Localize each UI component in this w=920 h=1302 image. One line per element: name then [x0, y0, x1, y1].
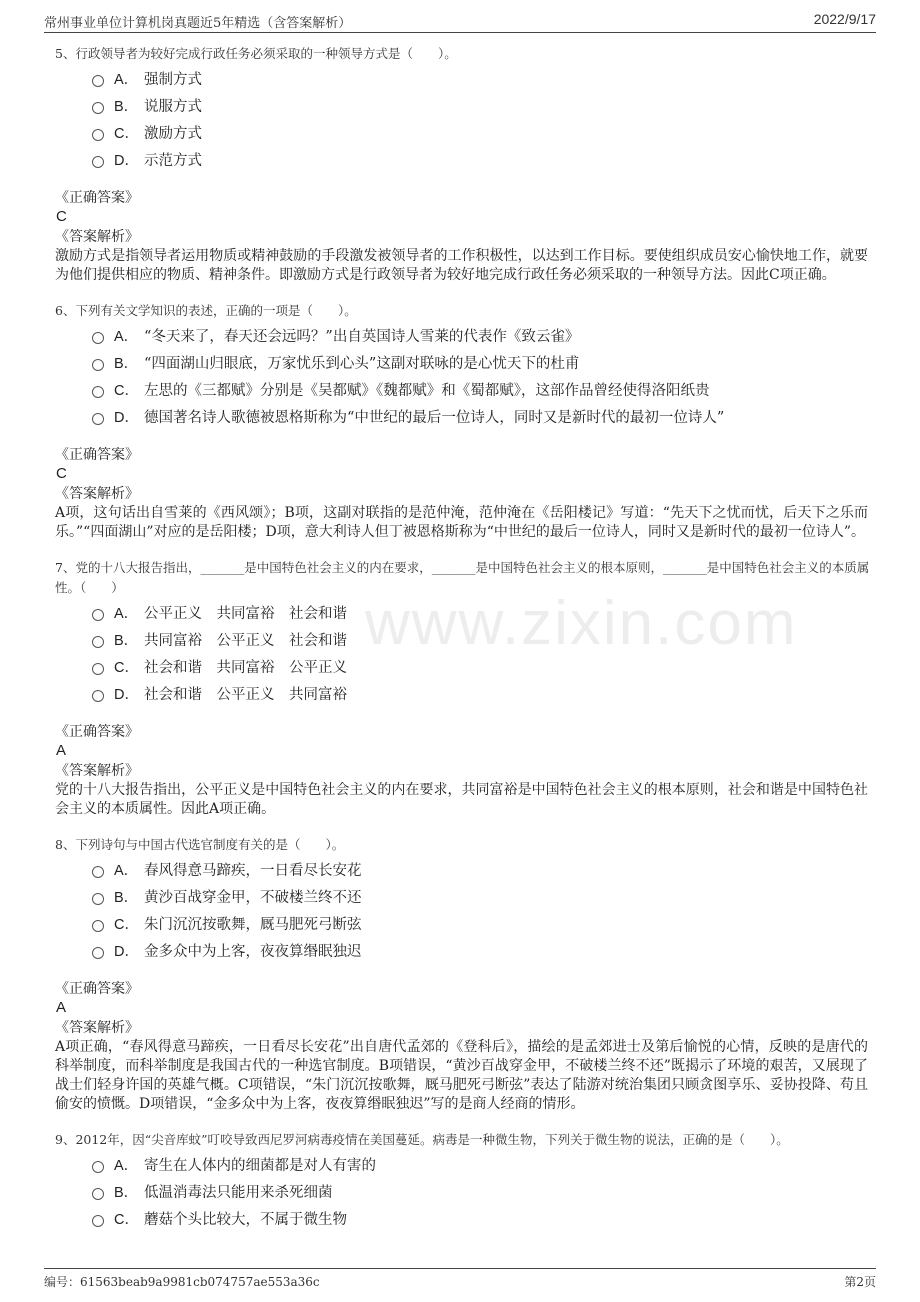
option-letter: B． [114, 633, 139, 649]
answer-label: 《正确答案》 [55, 981, 139, 997]
option-list [55, 67, 870, 175]
option-letter: C． [114, 383, 139, 399]
radio-button[interactable] [92, 156, 104, 168]
option-text: 示范方式 [144, 153, 202, 169]
option-d[interactable] [55, 148, 870, 175]
option-text: 春风得意马蹄疾，一日看尽长安花 [144, 863, 362, 879]
radio-button[interactable] [92, 332, 104, 344]
option-letter: B． [114, 890, 139, 906]
radio-button[interactable] [92, 359, 104, 371]
option-b[interactable] [55, 628, 870, 655]
explanation-label: 《答案解析》 [55, 486, 139, 502]
option-letter: D． [114, 153, 139, 169]
option-text: 低温消毒法只能用来杀死细菌 [144, 1185, 333, 1201]
option-text: 蘑菇个头比较大，不属于微生物 [144, 1212, 347, 1228]
option-list [55, 324, 870, 432]
answer-value: C [56, 208, 67, 225]
radio-button[interactable] [92, 636, 104, 648]
option-text: 寄生在人体内的细菌都是对人有害的 [144, 1158, 376, 1174]
option-a[interactable] [55, 1153, 870, 1180]
option-letter: A． [114, 329, 139, 345]
option-c[interactable] [55, 1207, 870, 1234]
option-letter: A． [114, 863, 139, 879]
explanation-label: 《答案解析》 [55, 1020, 139, 1036]
option-a[interactable] [55, 324, 870, 351]
question-text: 6、下列有关文学知识的表述，正确的一项是（ ）。 [55, 303, 357, 318]
option-d[interactable] [55, 405, 870, 432]
option-list [55, 601, 870, 709]
option-text: 强制方式 [144, 72, 202, 88]
answer-label: 《正确答案》 [55, 447, 139, 463]
option-letter: D． [114, 944, 139, 960]
option-c[interactable] [55, 912, 870, 939]
option-text: 左思的《三都赋》分别是《吴都赋》《魏都赋》和《蜀都赋》，这部作品曾经使得洛阳纸贵 [144, 383, 710, 399]
answer-label: 《正确答案》 [55, 724, 139, 740]
radio-button[interactable] [92, 75, 104, 87]
document-date: 2022/9/17 [813, 11, 876, 27]
answer-value: C [56, 465, 67, 482]
option-text: 黄沙百战穿金甲，不破楼兰终不还 [144, 890, 362, 906]
option-letter: A． [114, 72, 139, 88]
explanation-label: 《答案解析》 [55, 763, 139, 779]
radio-button[interactable] [92, 386, 104, 398]
option-list [55, 858, 870, 966]
option-b[interactable] [55, 94, 870, 121]
option-text: 公平正义 共同富裕 社会和谐 [144, 606, 347, 622]
question [55, 835, 870, 1114]
option-letter: A． [114, 1158, 139, 1174]
option-letter: B． [114, 99, 139, 115]
option-b[interactable] [55, 885, 870, 912]
answer-label: 《正确答案》 [55, 190, 139, 206]
radio-button[interactable] [92, 129, 104, 141]
page-header [44, 10, 876, 33]
radio-button[interactable] [92, 1161, 104, 1173]
option-d[interactable] [55, 939, 870, 966]
option-text: “冬天来了，春天还会远吗？”出自英国诗人雪莱的代表作《致云雀》 [144, 329, 580, 345]
option-letter: B． [114, 356, 139, 372]
question [55, 301, 870, 542]
page-footer [44, 1268, 876, 1291]
radio-button[interactable] [92, 920, 104, 932]
document-title: 常州事业单位计算机岗真题近5年精选（含答案解析） [44, 16, 352, 31]
option-letter: D． [114, 410, 139, 426]
option-c[interactable] [55, 655, 870, 682]
answer-value: A [56, 742, 67, 759]
option-letter: D． [114, 687, 139, 703]
option-letter: C． [114, 1212, 139, 1228]
option-b[interactable] [55, 351, 870, 378]
option-text: 社会和谐 共同富裕 公平正义 [144, 660, 347, 676]
explanation-text: 党的十八大报告指出，公平正义是中国特色社会主义的内在要求，共同富裕是中国特色社会主义的根本原则，社会和谐是中国特色社会主义的本质属性。因此A项正确。 [55, 782, 868, 817]
explanation-text: A项，这句话出自雪莱的《西风颂》；B项，这副对联指的是范仲淹，范仲淹在《岳阳楼记》写道：“先天下之忧而忧，后天下之乐而乐。”“四面湖山”对应的是岳阳楼；D项，意大利诗人但丁被恩格斯称为“中世纪的最后一位诗人，同时又是新时代的最初一位诗人”。 [55, 505, 868, 540]
radio-button[interactable] [92, 663, 104, 675]
radio-button[interactable] [92, 413, 104, 425]
option-d[interactable] [55, 682, 870, 709]
radio-button[interactable] [92, 947, 104, 959]
option-c[interactable] [55, 378, 870, 405]
option-letter: B． [114, 1185, 139, 1201]
radio-button[interactable] [92, 893, 104, 905]
option-text: 朱门沉沉按歌舞，厩马肥死弓断弦 [144, 917, 362, 933]
question-text: 9、2012年，因“尖音库蚊”叮咬导致西尼罗河病毒疫情在美国蔓延。病毒是一种微生物，下列关于微生物的说法，正确的是（ ）。 [55, 1132, 789, 1147]
option-text: 金多众中为上客，夜夜算缗眠独迟 [144, 944, 362, 960]
radio-button[interactable] [92, 1215, 104, 1227]
explanation-text: A项正确，“春风得意马蹄疾，一日看尽长安花”出自唐代孟郊的《登科后》，描绘的是孟郊进士及第后愉悦的心情，反映的是唐代的科举制度，而科举制度是我国古代的一种选官制度。B项错误，“黄沙百战穿金甲，不破楼兰终不还”既揭示了环境的艰苦，又展现了战士们轻身许国的英雄气概。C项错误，“朱门沉沉按歌舞，厩马肥死弓断弦”表达了陆游对统治集团只顾贪图享乐、妥协投降、苟且偷安的愤慨。D项错误，“金多众中为上客，夜夜算缗眠独迟”写的是商人经商的情形。 [55, 1039, 868, 1112]
option-a[interactable] [55, 858, 870, 885]
radio-button[interactable] [92, 609, 104, 621]
option-text: 共同富裕 公平正义 社会和谐 [144, 633, 347, 649]
question-list [55, 44, 870, 1250]
option-letter: C． [114, 126, 139, 142]
question [55, 558, 870, 819]
explanation-label: 《答案解析》 [55, 229, 139, 245]
question [55, 1130, 870, 1234]
question-text: 5、行政领导者为较好完成行政任务必须采取的一种领导方式是（ ）。 [55, 46, 457, 61]
option-letter: A． [114, 606, 139, 622]
question-text: 8、下列诗句与中国古代选官制度有关的是（ ）。 [55, 837, 345, 852]
option-c[interactable] [55, 121, 870, 148]
option-a[interactable] [55, 601, 870, 628]
question-text: 7、党的十八大报告指出，_______是中国特色社会主义的内在要求，_______是中国特色社会主义的根本原则，_______是中国特色社会主义的本质属性。（ ） [55, 560, 870, 595]
option-list [55, 1153, 870, 1234]
radio-button[interactable] [92, 866, 104, 878]
option-text: “四面湖山归眼底，万家忧乐到心头”这副对联咏的是心忧天下的杜甫 [144, 356, 580, 372]
option-text: 激励方式 [144, 126, 202, 142]
watermark: www.zixin.com [365, 589, 798, 658]
option-b[interactable] [55, 1180, 870, 1207]
document-code: 编号：61563beab9a9981cb074757ae553a36c [44, 1275, 320, 1289]
question [55, 44, 870, 285]
answer-value: A [56, 999, 67, 1016]
option-text: 说服方式 [144, 99, 202, 115]
option-letter: C． [114, 660, 139, 676]
option-text: 社会和谐 公平正义 共同富裕 [144, 687, 347, 703]
radio-button[interactable] [92, 1188, 104, 1200]
page-number: 第2页 [844, 1275, 876, 1289]
explanation-text: 激励方式是指领导者运用物质或精神鼓励的手段激发被领导者的工作积极性，以达到工作目标。要使组织成员安心愉快地工作，就要为他们提供相应的物质、精神条件。即激励方式是行政领导者为较好地完成行政任务必须采取的一种领导方法。因此C项正确。 [55, 248, 868, 283]
option-text: 德国著名诗人歌德被恩格斯称为“中世纪的最后一位诗人，同时又是新时代的最初一位诗人” [144, 410, 725, 426]
option-letter: C． [114, 917, 139, 933]
option-a[interactable] [55, 67, 870, 94]
radio-button[interactable] [92, 102, 104, 114]
radio-button[interactable] [92, 690, 104, 702]
